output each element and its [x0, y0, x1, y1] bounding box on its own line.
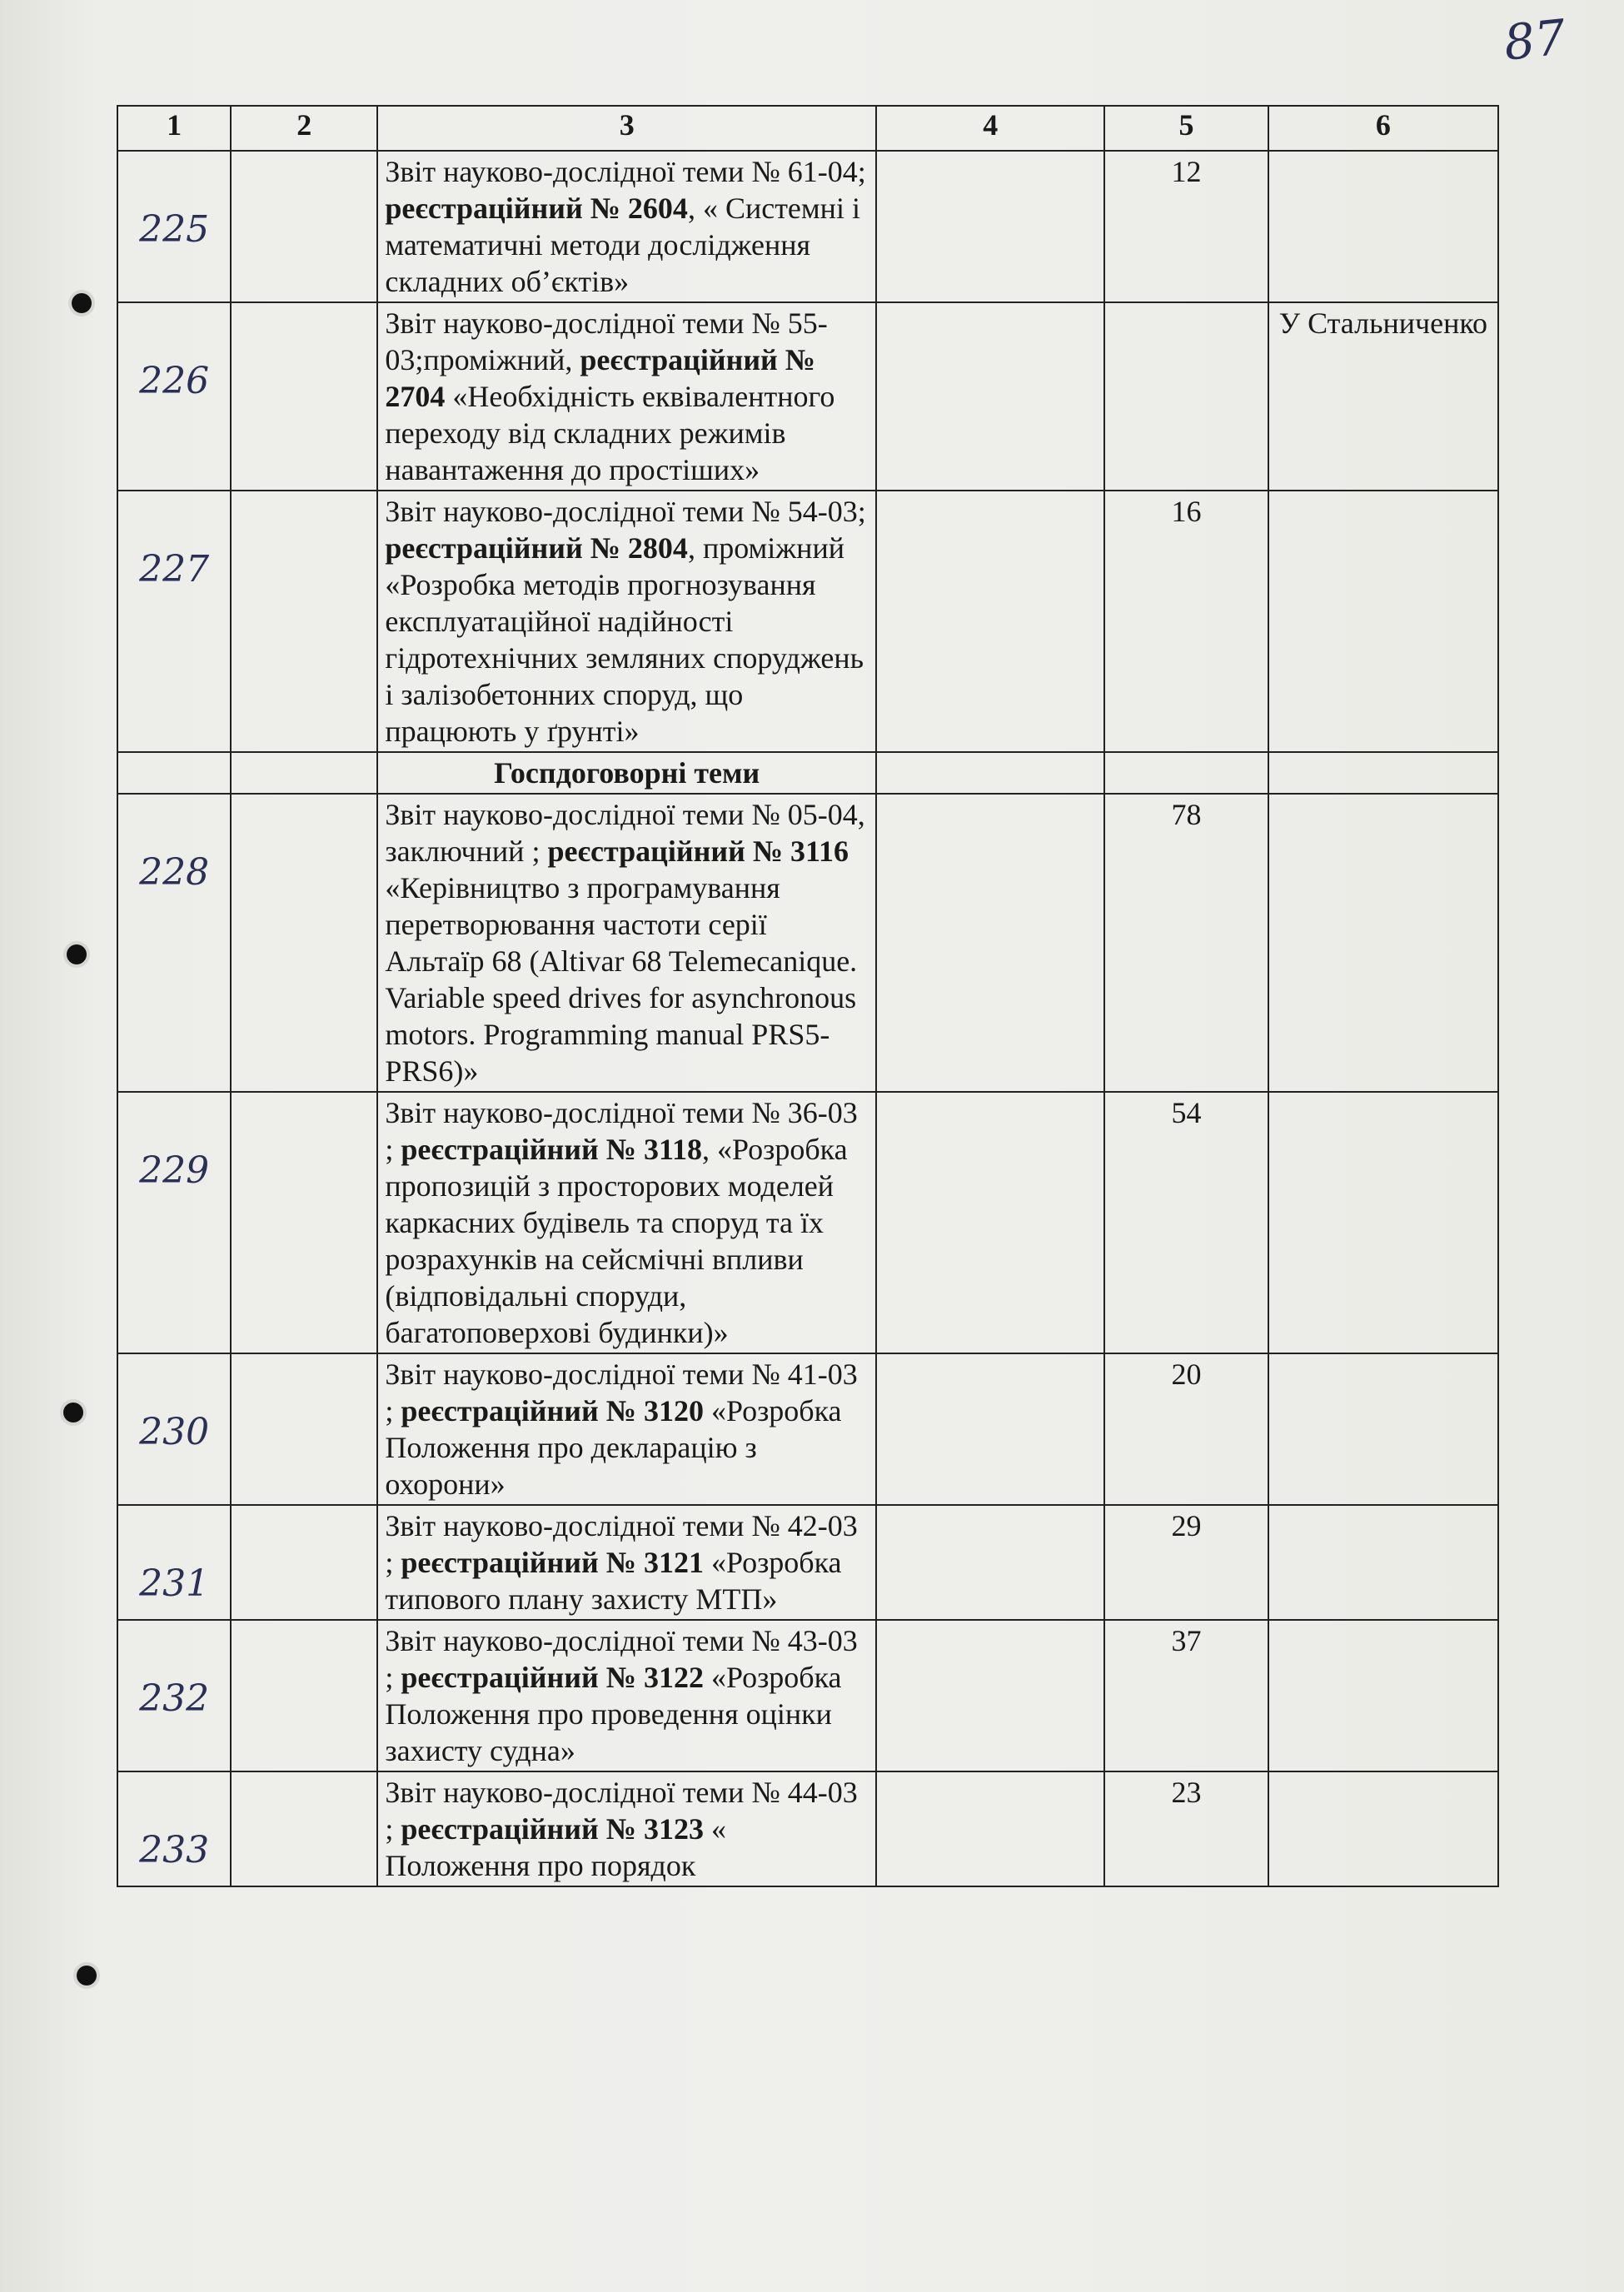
page-count: 37 — [1104, 1620, 1268, 1771]
page-count — [1104, 302, 1268, 491]
empty-cell — [231, 1620, 377, 1771]
column-header: 6 — [1268, 106, 1498, 151]
table-row — [117, 1505, 1498, 1620]
empty-cell — [231, 752, 377, 794]
entry-note — [1268, 1092, 1498, 1353]
table-row — [117, 302, 1498, 491]
empty-cell — [876, 1505, 1104, 1620]
page-count: 20 — [1104, 1353, 1268, 1505]
punch-hole — [63, 1403, 83, 1423]
empty-cell — [876, 794, 1104, 1092]
entry-description: Звіт науково-дослідної теми № 54-03; реєстраційний № 2804, проміжний «Розробка методів прогнозування експлуатаційної надійності гідротехнічних земляних споруджень і залізобетонних споруд, що працюють у ґрунті» — [377, 491, 876, 752]
table-row — [117, 1771, 1498, 1886]
table-row — [117, 1092, 1498, 1353]
entry-description: Звіт науково-дослідної теми № 36-03 ; реєстраційний № 3118, «Розробка пропозицій з просторових моделей каркасних будівель та споруд та їх розрахунків на сейсмічні впливи (відповідальні споруди, багатоповерхові будинки)» — [377, 1092, 876, 1353]
entry-number: 231 — [117, 1505, 231, 1620]
empty-cell — [876, 752, 1104, 794]
empty-cell — [876, 1620, 1104, 1771]
entry-description: Звіт науково-дослідної теми № 61-04; реєстраційний № 2604, « Системні і математичні методи дослідження складних об’єктів» — [377, 151, 876, 302]
column-header: 1 — [117, 106, 231, 151]
empty-cell — [231, 151, 377, 302]
entry-number: 226 — [117, 302, 231, 491]
page-count: 54 — [1104, 1092, 1268, 1353]
entry-number: 225 — [117, 151, 231, 302]
entry-description: Звіт науково-дослідної теми № 44-03 ; реєстраційний № 3123 « Положення про порядок — [377, 1771, 876, 1886]
section-title: Госпдоговорні теми — [377, 752, 876, 794]
empty-cell — [876, 491, 1104, 752]
empty-cell — [1104, 752, 1268, 794]
entry-number: 233 — [117, 1771, 231, 1886]
entry-number: 229 — [117, 1092, 231, 1353]
page-count: 16 — [1104, 491, 1268, 752]
empty-cell — [231, 1771, 377, 1886]
empty-cell — [231, 1092, 377, 1353]
empty-cell — [117, 752, 231, 794]
table-row — [117, 151, 1498, 302]
empty-cell — [231, 302, 377, 491]
entry-note — [1268, 1771, 1498, 1886]
page-count: 78 — [1104, 794, 1268, 1092]
empty-cell — [876, 1771, 1104, 1886]
entry-description: Звіт науково-дослідної теми № 05-04, заключний ; реєстраційний № 3116 «Керівництво з програмування перетворювання частоти серії Альтаїр 68 (Altivar 68 Telemecanique. Variable speed drives for asynchronous motors. Programming manual PRS5-PRS6)» — [377, 794, 876, 1092]
empty-cell — [876, 302, 1104, 491]
page-count: 23 — [1104, 1771, 1268, 1886]
entry-number: 227 — [117, 491, 231, 752]
empty-cell — [876, 1353, 1104, 1505]
empty-cell — [231, 1353, 377, 1505]
empty-cell — [231, 794, 377, 1092]
column-header: 3 — [377, 106, 876, 151]
entry-note — [1268, 794, 1498, 1092]
entry-description: Звіт науково-дослідної теми № 55-03;проміжний, реєстраційний № 2704 «Необхідність еквівалентного переходу від складних режимів навантаження до простіших» — [377, 302, 876, 491]
empty-cell — [231, 491, 377, 752]
entry-number: 228 — [117, 794, 231, 1092]
entry-note — [1268, 1505, 1498, 1620]
table-row — [117, 491, 1498, 752]
empty-cell — [231, 1505, 377, 1620]
table-row — [117, 1620, 1498, 1771]
entry-description: Звіт науково-дослідної теми № 41-03 ; реєстраційний № 3120 «Розробка Положення про декларацію з охорони» — [377, 1353, 876, 1505]
column-header: 4 — [876, 106, 1104, 151]
table-row — [117, 794, 1498, 1092]
entry-note — [1268, 1353, 1498, 1505]
punch-hole — [77, 1966, 97, 1986]
empty-cell — [876, 151, 1104, 302]
entry-note — [1268, 491, 1498, 752]
page-count: 29 — [1104, 1505, 1268, 1620]
punch-hole — [72, 293, 92, 313]
entry-number: 230 — [117, 1353, 231, 1505]
table-row — [117, 1353, 1498, 1505]
column-header: 5 — [1104, 106, 1268, 151]
entry-note — [1268, 1620, 1498, 1771]
punch-hole — [67, 944, 87, 964]
header-row — [117, 106, 1498, 151]
entry-note: У Стальниченко — [1268, 302, 1498, 491]
entry-description: Звіт науково-дослідної теми № 43-03 ; реєстраційний № 3122 «Розробка Положення про проведення оцінки захисту судна» — [377, 1620, 876, 1771]
entry-description: Звіт науково-дослідної теми № 42-03 ; реєстраційний № 3121 «Розробка типового плану захисту МТП» — [377, 1505, 876, 1620]
empty-cell — [876, 1092, 1104, 1353]
column-header: 2 — [231, 106, 377, 151]
entry-number: 232 — [117, 1620, 231, 1771]
empty-cell — [1268, 752, 1498, 794]
folio-number: 87 — [1501, 8, 1569, 72]
entry-note — [1268, 151, 1498, 302]
page-count: 12 — [1104, 151, 1268, 302]
section-row — [117, 752, 1498, 794]
register-table — [117, 105, 1499, 1887]
